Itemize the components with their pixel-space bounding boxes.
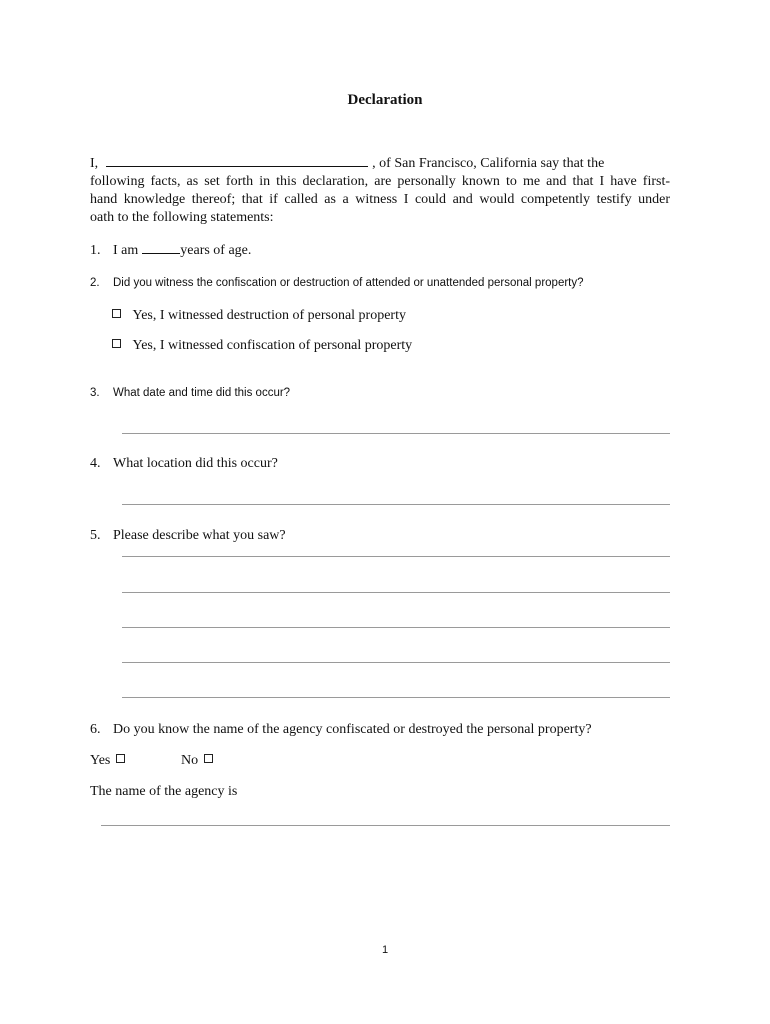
option-2-label: Yes, I witnessed confiscation of personal property [132,338,413,353]
question-6-number: 6. [90,722,101,737]
no-label: No [181,753,199,768]
question-5-number: 5. [90,528,101,543]
question-4-text: What location did this occur? [113,456,278,471]
description-answer-line[interactable] [122,627,670,628]
description-answer-line[interactable] [122,556,670,557]
destruction-checkbox[interactable] [112,309,121,318]
confiscation-checkbox[interactable] [112,339,121,348]
description-answer-line[interactable] [122,592,670,593]
yes-checkbox[interactable] [116,754,125,763]
agency-name-label: The name of the agency is [90,784,238,799]
question-2-text: Did you witness the confiscation or destruction of attended or unattended personal property? [113,277,584,289]
description-answer-line[interactable] [122,697,670,698]
no-checkbox[interactable] [204,754,213,763]
intro-paragraph [90,154,670,227]
question-6 [90,722,592,738]
intro-line1-suffix: , of San Francisco, California say that the [372,156,605,171]
question-5-text: Please describe what you saw? [113,528,286,543]
location-answer-line[interactable] [122,504,670,505]
question-2 [90,277,584,289]
agency-known-yes [90,753,125,769]
question-1-number: 1. [90,243,101,258]
question-3 [90,387,290,399]
date-time-answer-line[interactable] [122,433,670,434]
question-2-option-1 [112,308,406,324]
age-blank-field[interactable] [142,241,180,254]
question-2-number: 2. [90,277,100,289]
question-3-text: What date and time did this occur? [113,387,291,399]
name-blank-field[interactable] [106,154,368,167]
question-3-number: 3. [90,387,100,399]
question-6-text: Do you know the name of the agency confiscated or destroyed the personal property? [113,722,592,737]
question-1 [90,241,251,259]
option-1-label: Yes, I witnessed destruction of personal property [132,308,406,323]
intro-line-1 [90,154,670,173]
description-answer-line[interactable] [122,662,670,663]
agency-name-answer-line[interactable] [101,825,670,826]
question-4 [90,456,278,472]
question-1-prefix: I am [113,243,139,258]
question-1-suffix: years of age. [180,243,252,258]
page-title: Declaration [347,92,423,108]
question-4-number: 4. [90,456,101,471]
intro-line-3: hand knowledge thereof; that if called as a witness I could and would competently testify under [90,192,670,207]
yes-label: Yes [90,753,111,768]
question-2-option-2 [112,338,412,354]
intro-prefix: I, [90,156,99,171]
intro-line-4: oath to the following statements: [90,210,274,225]
question-5 [90,528,286,544]
agency-known-no [181,753,213,769]
intro-line-2: following facts, as set forth in this declaration, are personally known to me and that I have first- [90,174,670,189]
page-number: 1 [381,944,389,956]
